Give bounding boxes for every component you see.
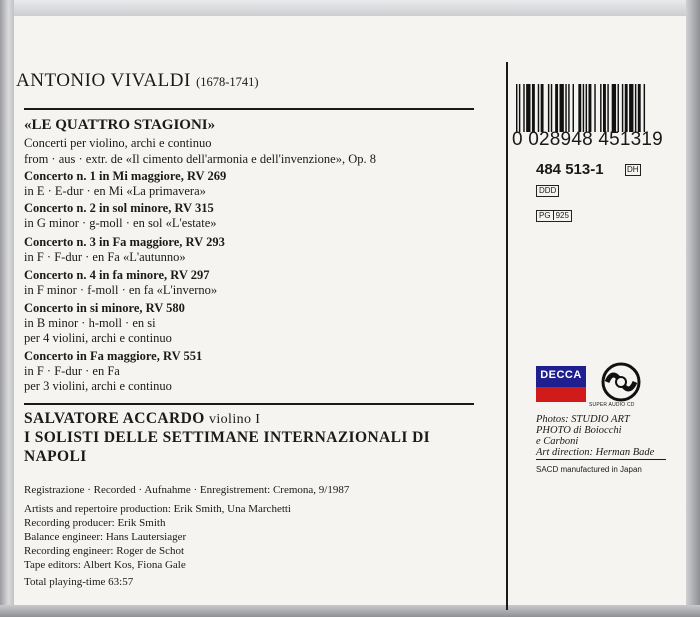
composer-name: ANTONIO VIVALDI [16,70,191,91]
ddd-badge: DDD [536,185,559,197]
concerto-4-detail: in F minor · f-moll · en fa «L'inverno» [24,283,218,297]
credit-ar-production: Artists and repertoire production: Erik Smith, Una Marchetti [24,503,291,515]
vertical-divider [506,62,508,610]
concerto-5-detail-1: in B minor · h-moll · en si [24,316,156,330]
concerto-3-title: Concerto n. 3 in Fa maggiore, RV 293 [24,235,225,249]
concerto-2-detail: in G minor · g-moll · en sol «L'estate» [24,216,217,230]
soloist-role: violino I [208,412,261,427]
catalog-mark: DH [627,165,639,174]
catalog-number: 484 513-1 [536,161,604,178]
ensemble-line-2: NAPOLI [24,448,87,465]
concerto-3-detail: in F · F-dur · en Fa «L'autunno» [24,250,186,264]
recording-info: Registrazione · Recorded · Aufnahme · Enregistrement: Cremona, 9/1987 [24,484,350,496]
barcode-icon [516,84,679,132]
concerto-5-title: Concerto in si minore, RV 580 [24,301,185,315]
soloist-name: SALVATORE ACCARDO [24,410,205,427]
case-bottom-edge [0,605,700,617]
pg-badge [536,210,572,222]
credit-tape-editors: Tape editors: Albert Kos, Fiona Gale [24,559,186,571]
rule-right [536,459,666,460]
soloist-line [24,410,260,428]
rule-top [24,108,474,110]
sacd-manufactured: SACD manufactured in Japan [536,465,642,474]
photo-credit-3: e Carboni [536,436,579,447]
credit-recording-producer: Recording producer: Erik Smith [24,517,166,529]
work-source: from · aus · extr. de «Il cimento dell'armonia e dell'invenzione», Op. 8 [24,152,376,166]
concerto-6-detail-2: per 3 violini, archi e continuo [24,379,172,393]
concerto-1-detail: in E · E-dur · en Mi «La primavera» [24,184,206,198]
decca-logo-text: DECCA [540,369,582,381]
composer-heading [16,70,259,92]
total-playing-time: Total playing-time 63:57 [24,576,134,588]
sacd-logo-label: SUPER AUDIO CD [589,402,635,408]
barcode-number: 0 028948 451319 [512,129,663,150]
rule-middle [24,403,474,405]
composer-years: (1678-1741) [196,75,259,89]
decca-logo [536,366,586,402]
ensemble-line-1: I SOLISTI DELLE SETTIMANE INTERNAZIONALI DI [24,429,431,446]
case-right-edge [686,0,700,617]
case-left-edge [0,0,14,617]
concerto-6-title: Concerto in Fa maggiore, RV 551 [24,349,203,363]
work-title: «LE QUATTRO STAGIONI» [24,117,216,133]
pg-badge-right: 925 [555,211,569,220]
pg-badge-left: PG [537,211,554,220]
concerto-1-title: Concerto n. 1 in Mi maggiore, RV 269 [24,169,227,183]
credit-recording-engineer: Recording engineer: Roger de Schot [24,545,185,557]
photo-credit-1: Photos: STUDIO ART [536,414,630,425]
decca-logo-stripe [536,387,586,402]
concerto-4-title: Concerto n. 4 in fa minore, RV 297 [24,268,210,282]
work-subtitle: Concerti per violino, archi e continuo [24,136,212,150]
concerto-2-title: Concerto n. 2 in sol minore, RV 315 [24,201,214,215]
credit-balance-engineer: Balance engineer: Hans Lautersiager [24,531,187,543]
photo-credit-2: PHOTO di Boiocchi [536,425,622,436]
art-direction-credit: Art direction: Herman Bade [536,447,655,458]
concerto-5-detail-2: per 4 violini, archi e continuo [24,331,172,345]
concerto-6-detail-1: in F · F-dur · en Fa [24,364,120,378]
